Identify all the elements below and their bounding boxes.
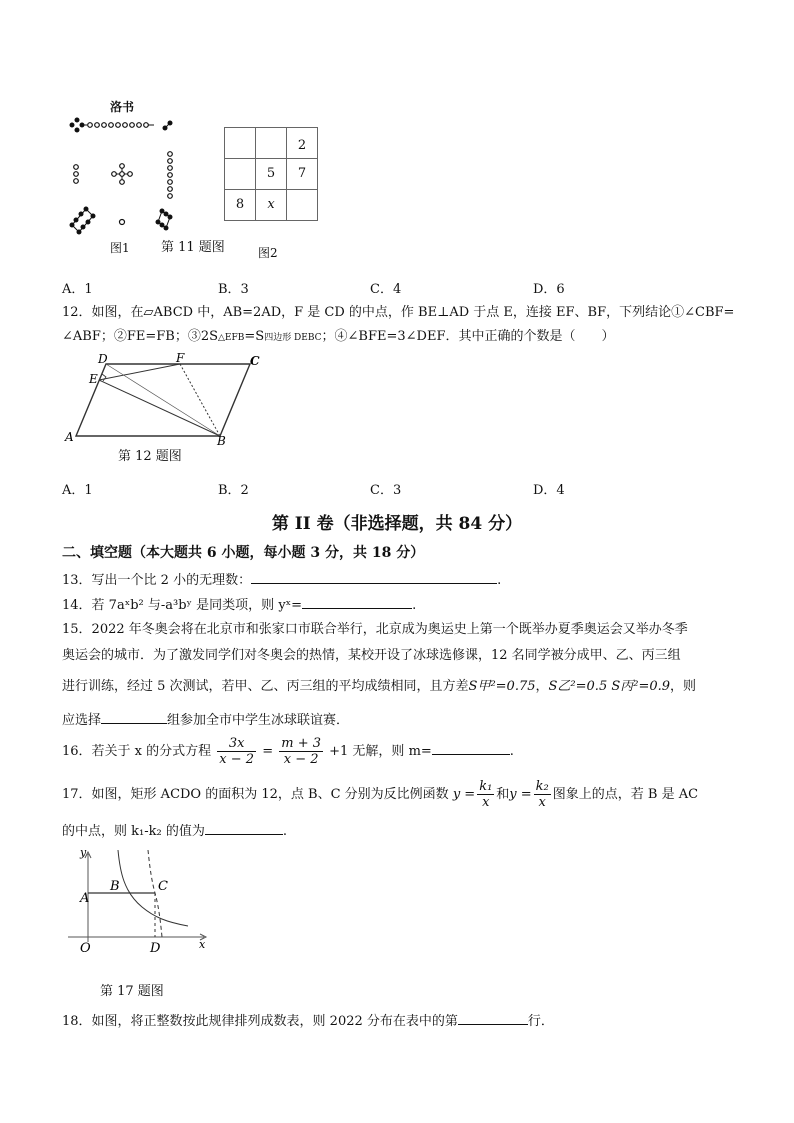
label-O: O xyxy=(80,941,91,956)
label-F: F xyxy=(176,352,185,365)
q17-function-2: $\frac{\text{k₂}}{x}$ xyxy=(535,779,549,810)
q12-question-line2: ∠ABF；②FE=FB；③2S△EFB=S四边形 DEBC；④∠BFE=3∠DEF．其中正确的个数是（ ） xyxy=(62,329,615,344)
q17-caption: 第 17 题图 xyxy=(100,984,164,999)
q15-answer-blank[interactable] xyxy=(101,711,167,724)
q16: 16．若关于 x 的分式方程 $\frac{3x}{x - 2}$ = $\frac{m + 3}{x - 2}$ +1 无解，则 m= . xyxy=(62,736,514,767)
luoshu-title: 洛书 xyxy=(110,100,135,114)
q14: 14．若 7aˣb² 与-a³bʸ 是同类项，则 yˣ= . xyxy=(62,598,417,613)
q12-caption: 第 12 题图 xyxy=(118,449,182,464)
q14-answer-blank[interactable] xyxy=(302,596,412,609)
hyperbola-figure xyxy=(62,842,222,957)
q11-option-d[interactable]: D．6 xyxy=(533,282,565,297)
grid-cell-7: 8 xyxy=(235,197,245,212)
q11-caption: 第 11 题图 xyxy=(161,240,225,255)
q12-question-line1: 12．如图，在▱ABCD 中，AB=2AD，F 是 CD 的中点，作 BE⊥AD 于点 E，连接 EF、BF，下列结论①∠CBF= xyxy=(62,305,735,320)
q12-option-c[interactable]: C．3 xyxy=(370,483,402,498)
label-C: C xyxy=(250,354,260,368)
label-A: A xyxy=(80,891,90,906)
q15-line3: 进行训练，经过 5 次测试，若甲、乙、丙三组的平均成绩相同，且方差S甲²=0.75，S乙²=0.5 S丙²=0.9，则 xyxy=(62,679,697,694)
label-B: B xyxy=(110,879,120,894)
q15-line4: 应选择 组参加全市中学生冰球联谊赛． xyxy=(62,713,350,728)
q12-option-d[interactable]: D．4 xyxy=(533,483,565,498)
label-x: x xyxy=(199,938,206,951)
label-C: C xyxy=(158,879,168,894)
q18: 18．如图，将正整数按此规律排列成数表，则 2022 分布在表中的第 行． xyxy=(62,1014,554,1029)
part2-title: 第 II 卷（非选择题，共 84 分） xyxy=(271,514,523,534)
q17-line2: 的中点，则 k₁-k₂ 的值为 . xyxy=(62,824,287,839)
label-y: y xyxy=(80,846,87,859)
q17-function-1: $\frac{\text{k₁}}{x}$ xyxy=(479,779,493,810)
q11-option-c[interactable]: C．4 xyxy=(370,282,402,297)
magic-square-grid xyxy=(224,127,318,221)
luoshu-figure xyxy=(62,96,192,256)
q13: 13．写出一个比 2 小的无理数： . xyxy=(62,573,502,588)
fig2-caption: 图2 xyxy=(258,246,278,260)
fig1-caption: 图1 xyxy=(110,241,130,255)
grid-cell-8: x xyxy=(267,197,275,212)
luoshu-dots-diagram xyxy=(62,114,192,239)
label-E: E xyxy=(89,372,98,386)
q15-line2: 奥运会的城市．为了激发同学们对冬奥会的热情，某校开设了冰球选修课，12 名同学被分成甲、乙、丙三组 xyxy=(62,648,681,663)
q13-answer-blank[interactable] xyxy=(251,571,497,584)
q16-fraction-1: $\frac{3x}{x - 2}$ xyxy=(219,736,255,767)
q16-fraction-2: $\frac{m + 3}{x - 2}$ xyxy=(281,736,321,767)
q11-option-a[interactable]: A．1 xyxy=(62,282,93,297)
label-A: A xyxy=(65,430,74,444)
label-D: D xyxy=(150,941,161,956)
q11-option-b[interactable]: B．3 xyxy=(218,282,249,297)
parallelogram-figure xyxy=(62,352,272,447)
label-B: B xyxy=(217,434,226,447)
label-D: D xyxy=(98,352,108,366)
q18-answer-blank[interactable] xyxy=(458,1012,528,1025)
q17-answer-blank[interactable] xyxy=(205,822,283,835)
grid-cell-3: 2 xyxy=(297,138,307,153)
grid-cell-6: 7 xyxy=(297,166,307,181)
section-title: 二、填空题（本大题共 6 小题，每小题 3 分，共 18 分） xyxy=(62,545,425,561)
grid-cell-5: 5 xyxy=(266,166,276,181)
q12-option-a[interactable]: A．1 xyxy=(62,483,93,498)
q16-answer-blank[interactable] xyxy=(432,742,510,755)
q17-line1: 17．如图，矩形 ACDO 的面积为 12，点 B、C 分别为反比例函数 y = $\frac{\text{k₁}}{x}$ 和y = $\frac{\text{k₂}}{x}$ 图象上的点，若 B 是 AC xyxy=(62,779,699,810)
q12-option-b[interactable]: B．2 xyxy=(218,483,249,498)
q15-line1: 15．2022 年冬奥会将在北京市和张家口市联合举行，北京成为奥运史上第一个既举办夏季奥运会又举办冬季 xyxy=(62,622,688,637)
